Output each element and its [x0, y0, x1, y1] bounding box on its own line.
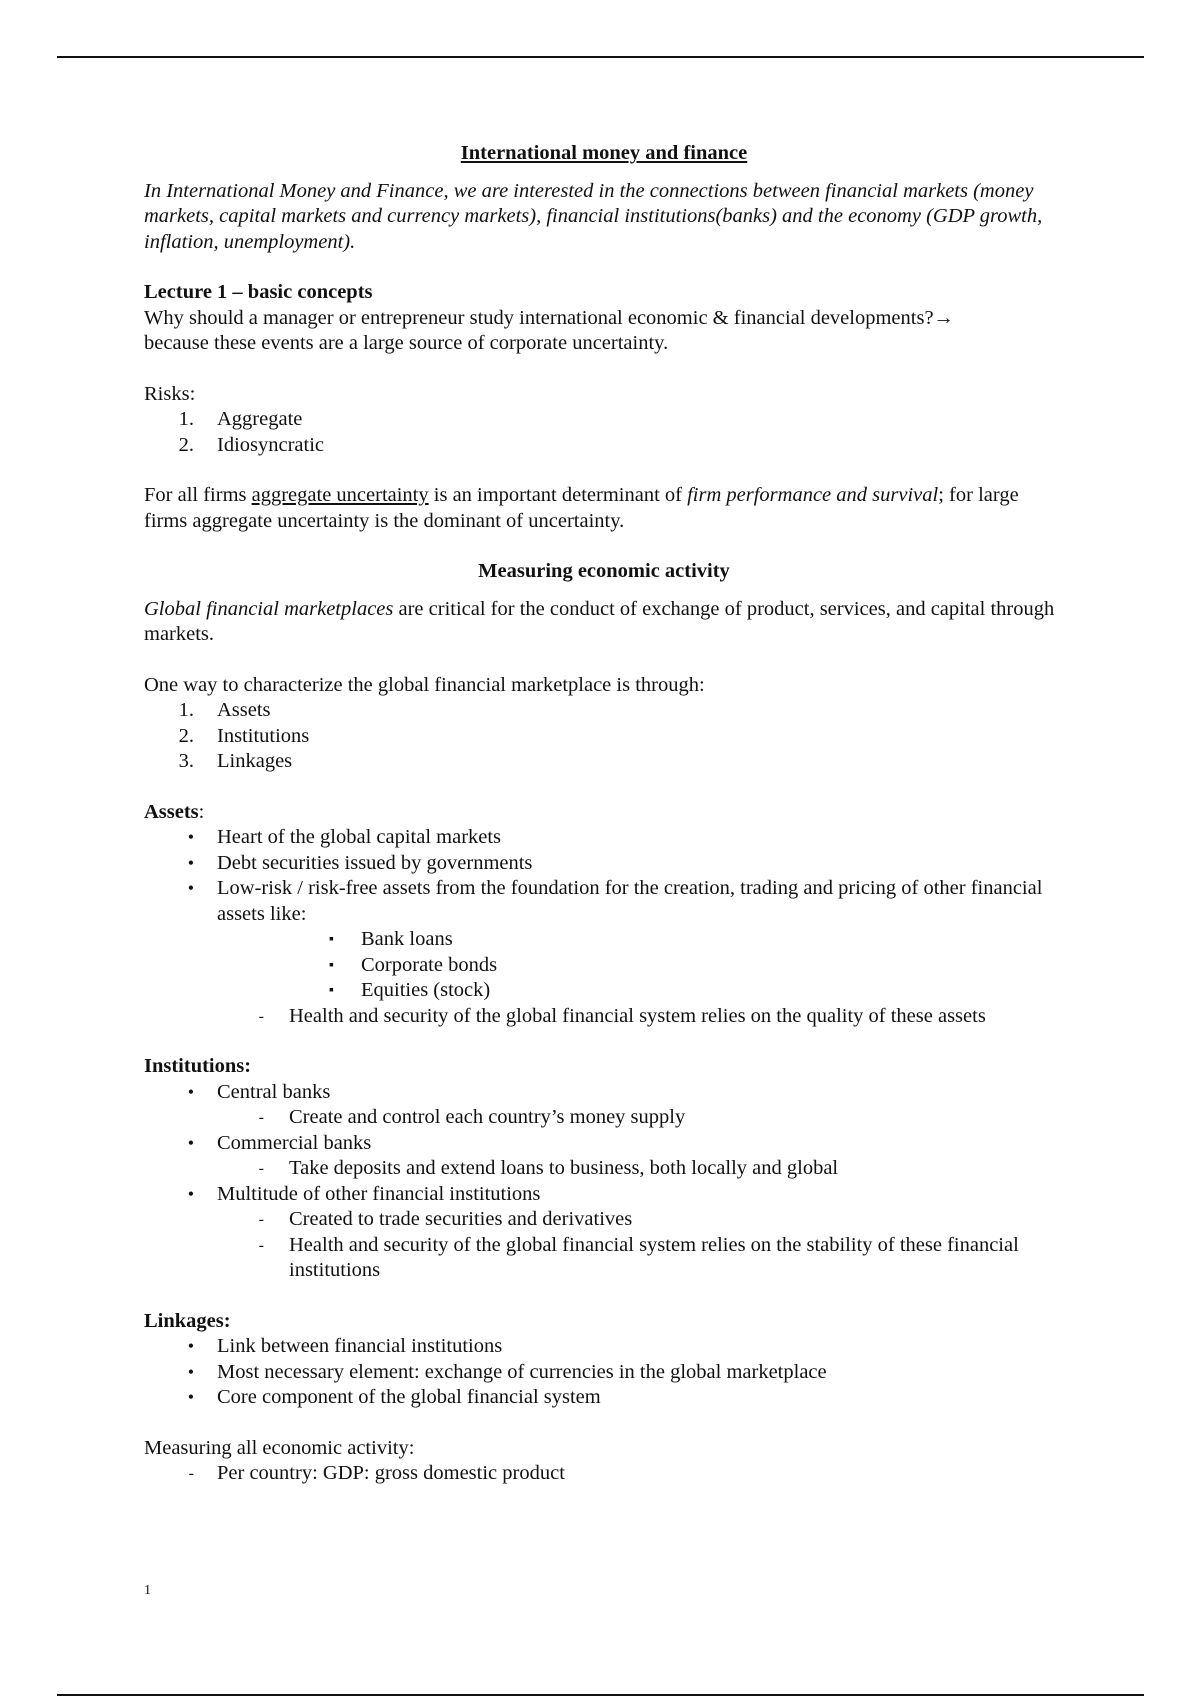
list-item: • Central banks	[187, 1080, 331, 1103]
document-body	[144, 141, 1064, 1487]
lecture-heading: Lecture 1 – basic concepts	[144, 281, 373, 303]
section-heading: Measuring economic activity	[478, 560, 730, 582]
intro-paragraph: In International Money and Finance, we are interested in the connections between financial markets (money markets, capital markets and currency markets), financial institutions(banks) and the economy (GDP growth, inflation, unemployment).	[144, 179, 1043, 253]
linkages-heading: Linkages:	[144, 1309, 231, 1332]
list-item: - Create and control each country’s money supply	[258, 1106, 686, 1128]
list-item: 2. Idiosyncratic	[178, 433, 325, 456]
list-item: • Heart of the global capital markets	[187, 826, 502, 848]
list-item: 2. Institutions	[178, 724, 310, 747]
characterize-text: One way to characterize the global financial marketplace is through:	[144, 673, 705, 696]
list-item: 1. Aggregate	[178, 408, 303, 430]
list-item: • Low-risk / risk-free assets from the foundation for the creation, trading and pricing of other financial assets like:	[187, 877, 1043, 925]
global-paragraph: Global financial marketplaces are critical for the conduct of exchange of product, services, and capital through markets.	[144, 597, 1055, 645]
list-item: 3. Linkages	[178, 750, 293, 772]
list-item: • Link between financial institutions	[187, 1335, 503, 1357]
list-item: - Take deposits and extend loans to business, both locally and global	[258, 1157, 839, 1179]
lecture-answer: because these events are a large source of corporate uncertainty.	[144, 332, 669, 354]
list-item: - Health and security of the global financial system relies on the quality of these assets	[258, 1004, 986, 1027]
risks-label: Risks:	[144, 382, 196, 405]
list-item: • Most necessary element: exchange of currencies in the global marketplace	[187, 1360, 827, 1383]
list-item: - Per country: GDP: gross domestic product	[188, 1462, 565, 1484]
assets-heading: Assets:	[144, 800, 205, 823]
list-item: ▪ Bank loans	[329, 928, 453, 950]
list-item: • Multitude of other financial institutions	[187, 1182, 541, 1205]
document-title: International money and finance	[460, 142, 748, 164]
list-item: • Debt securities issued by governments	[187, 851, 533, 874]
list-item: • Commercial banks	[187, 1131, 372, 1154]
header-rule	[57, 56, 1144, 58]
page-number: 1	[144, 1583, 151, 1598]
list-item: • Core component of the global financial system	[187, 1386, 601, 1408]
measuring-text: Measuring all economic activity:	[144, 1436, 415, 1459]
institutions-heading: Institutions:	[144, 1055, 252, 1077]
footer-rule	[57, 1694, 1144, 1696]
lecture-question: Why should a manager or entrepreneur study international economic & financial developments?→	[144, 306, 955, 329]
list-item: 1. Assets	[178, 699, 271, 721]
list-item: ▪ Corporate bonds	[329, 953, 498, 976]
list-item: ▪ Equities (stock)	[329, 979, 491, 1001]
aggregate-paragraph: For all firms aggregate uncertainty is an important determinant of firm performance and survival; for large firms aggregate uncertainty is the dominant of uncertainty.	[144, 484, 1019, 532]
list-item: - Created to trade securities and derivatives	[258, 1208, 633, 1230]
list-item: - Health and security of the global financial system relies on the stability of these financial institutions	[258, 1233, 1019, 1281]
